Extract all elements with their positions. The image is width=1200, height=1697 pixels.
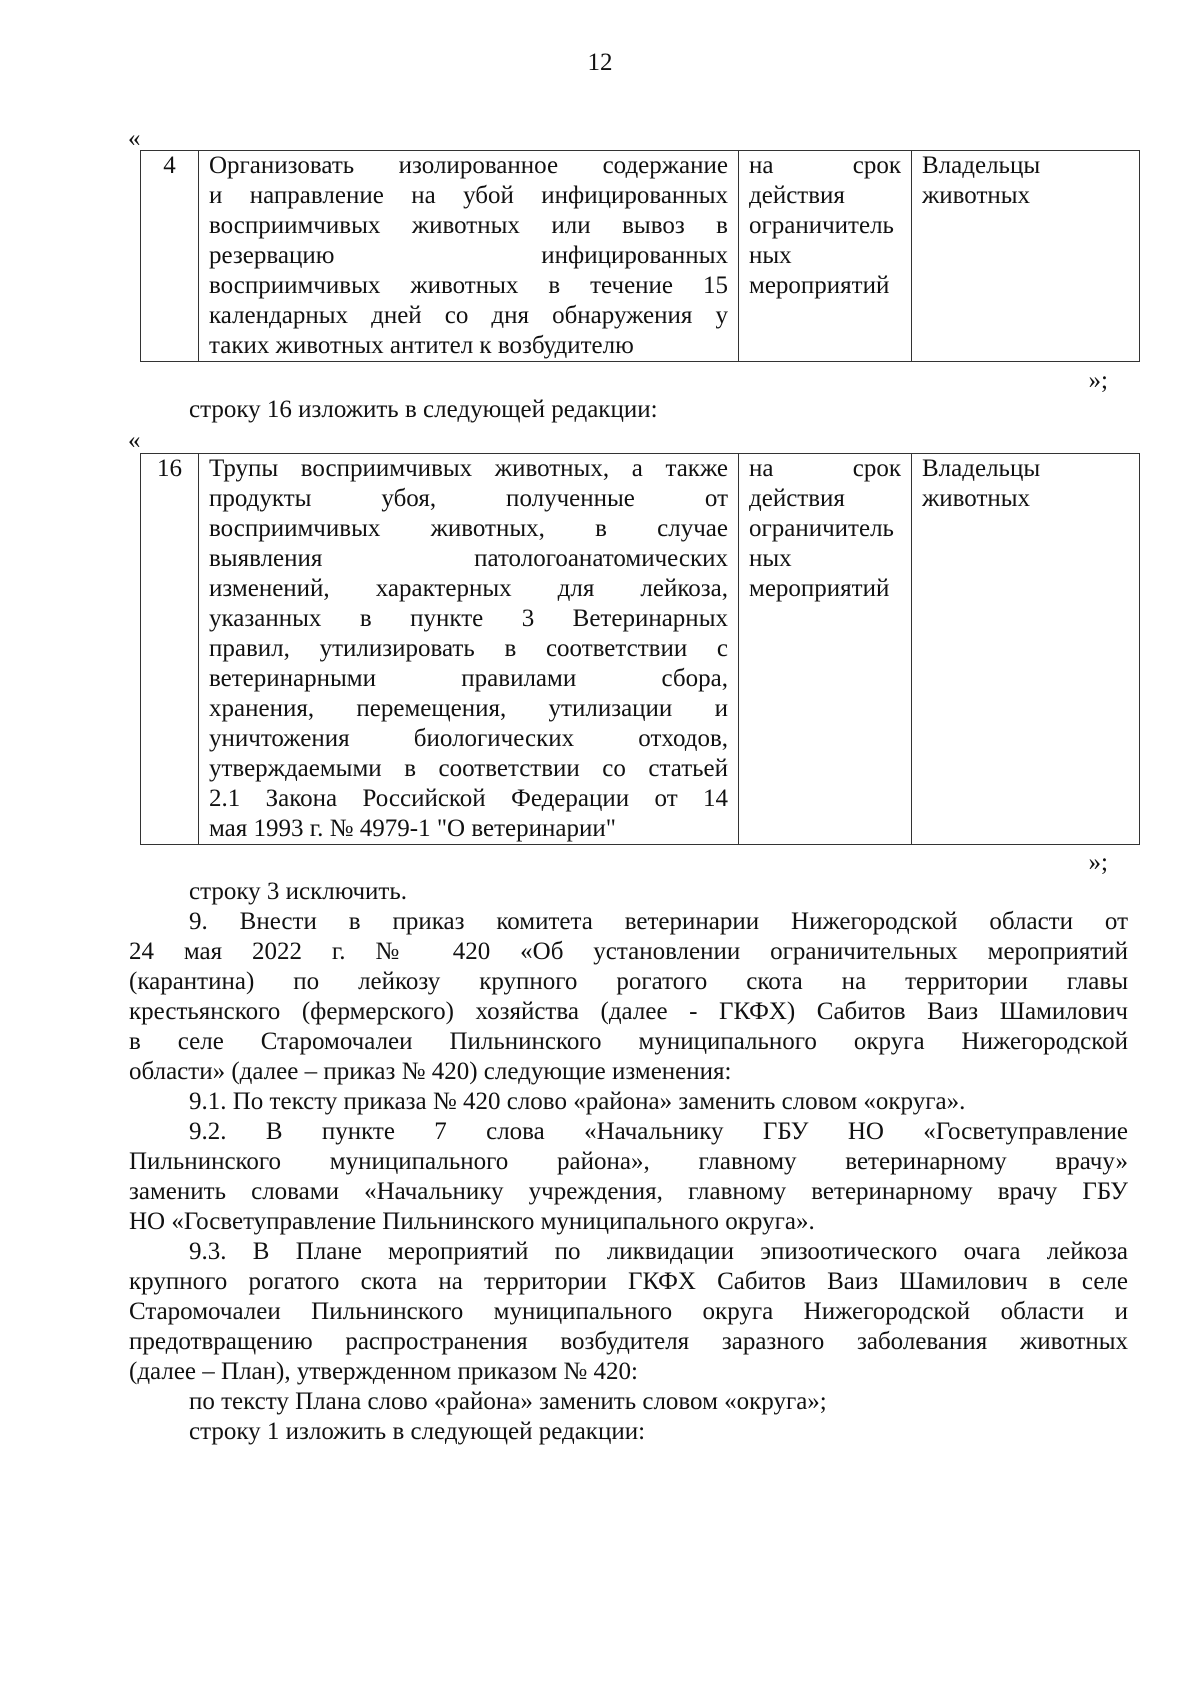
action-line: таких животных антител к возбудителю: [209, 332, 634, 359]
action-line: календарных дней со дня обнаружения у: [209, 302, 728, 329]
paragraph-line: 9. Внести в приказ комитета ветеринарии Нижегородской области от: [189, 908, 1128, 935]
term-line: мероприятий: [749, 575, 890, 602]
action-cell: [199, 151, 739, 362]
paragraph-9-1: 9.1. По тексту приказа № 420 слово «района» заменить словом «округа».: [189, 1088, 966, 1115]
paragraph-row16-intro: строку 16 изложить в следующей редакции:: [189, 396, 658, 423]
paragraph-9-3: [129, 1237, 1128, 1387]
term-line: ограничитель: [749, 515, 894, 542]
paragraph-line: НО «Госветуправление Пильнинского муниципального округа».: [129, 1208, 815, 1235]
paragraph-line: 9.3. В Плане мероприятий по ликвидации эпизоотического очага лейкоза: [189, 1238, 1128, 1265]
page-number: 12: [587, 49, 613, 76]
paragraph-line: крестьянского (фермерского) хозяйства (далее - ГКФХ) Сабитов Ваиз Шамилович: [129, 998, 1128, 1025]
term-cell: [739, 151, 912, 362]
action-line: ветеринарными правилами сбора,: [209, 665, 728, 692]
closing-quote-2: »;: [1088, 849, 1108, 876]
term-line: ных: [749, 545, 792, 572]
action-cell: [199, 454, 739, 845]
action-line: 2.1 Закона Российской Федерации от 14: [209, 785, 728, 812]
term-line: ных: [749, 242, 792, 269]
action-line: Организовать изолированное содержание: [209, 152, 728, 179]
paragraph-line: (далее – План), утвержденном приказом № 420:: [129, 1358, 638, 1385]
action-line: восприимчивых животных или вывоз в: [209, 212, 728, 239]
responsible-line: животных: [922, 485, 1031, 512]
term-line: ограничитель: [749, 212, 894, 239]
responsible-line: Владельцы: [922, 455, 1041, 482]
responsible-line: животных: [922, 182, 1031, 209]
amended-row-4-table: [140, 150, 1140, 362]
opening-quote-2: «: [128, 427, 141, 454]
responsible-cell: [912, 151, 1140, 362]
action-line: изменений, характерных для лейкоза,: [209, 575, 728, 602]
term-line: мероприятий: [749, 272, 890, 299]
paragraph-line: в селе Старомочалеи Пильнинского муниципального округа Нижегородской: [129, 1028, 1128, 1055]
term-line: на срок: [749, 152, 901, 179]
term-line: на срок: [749, 455, 901, 482]
paragraph-line: предотвращению распространения возбудителя заразного заболевания животных: [129, 1328, 1128, 1355]
action-line: резервацию инфицированных: [209, 242, 728, 269]
paragraph-9-2: [129, 1117, 1128, 1237]
closing-quote-1: »;: [1088, 367, 1108, 394]
action-line: восприимчивых животных в течение 15: [209, 272, 728, 299]
paragraph-9: [129, 907, 1128, 1087]
table-row: [141, 151, 1140, 362]
paragraph-line: области» (далее – приказ № 420) следующие изменения:: [129, 1058, 732, 1085]
term-line: действия: [749, 182, 845, 209]
action-line: выявления патологоанатомических: [209, 545, 728, 572]
responsible-line: Владельцы: [922, 152, 1041, 179]
responsible-cell: [912, 454, 1140, 845]
action-line: Трупы восприимчивых животных, а также: [209, 455, 728, 482]
row-number-cell: 4: [141, 151, 199, 362]
row-number-cell: 16: [141, 454, 199, 845]
paragraph-line: заменить словами «Начальнику учреждения, главному ветеринарному врачу ГБУ: [129, 1178, 1128, 1205]
action-line: правил, утилизировать в соответствии с: [209, 635, 728, 662]
paragraph-row1-intro: строку 1 изложить в следующей редакции:: [189, 1418, 646, 1445]
paragraph-line: Старомочалеи Пильнинского муниципального округа Нижегородской области и: [129, 1298, 1128, 1325]
term-cell: [739, 454, 912, 845]
paragraph-line: (карантина) по лейкозу крупного рогатого скота на территории главы: [129, 968, 1128, 995]
action-line: продукты убоя, полученные от: [209, 485, 728, 512]
term-line: действия: [749, 485, 845, 512]
action-line: указанных в пункте 3 Ветеринарных: [209, 605, 728, 632]
amended-row-16-table: [140, 453, 1140, 845]
action-line: уничтожения биологических отходов,: [209, 725, 728, 752]
table-row: [141, 454, 1140, 845]
action-line: восприимчивых животных, в случае: [209, 515, 728, 542]
paragraph-line: 9.2. В пункте 7 слова «Начальнику ГБУ НО «Госветуправление: [189, 1118, 1128, 1145]
action-line: хранения, перемещения, утилизации и: [209, 695, 728, 722]
paragraph-line: Пильнинского муниципального района», главному ветеринарному врачу»: [129, 1148, 1128, 1175]
paragraph-line: 24 мая 2022 г. № 420 «Об установлении ограничительных мероприятий: [129, 938, 1128, 965]
action-line: утверждаемыми в соответствии со статьей: [209, 755, 728, 782]
opening-quote-1: «: [128, 125, 141, 152]
action-line: и направление на убой инфицированных: [209, 182, 728, 209]
paragraph-row3-exclude: строку 3 исключить.: [189, 878, 407, 905]
action-line: мая 1993 г. № 4979-1 "О ветеринарии": [209, 815, 616, 842]
paragraph-line: крупного рогатого скота на территории ГКФХ Сабитов Ваиз Шамилович в селе: [129, 1268, 1128, 1295]
body-text: [129, 877, 1128, 1447]
paragraph-plan-text: по тексту Плана слово «района» заменить словом «округа»;: [189, 1388, 827, 1415]
